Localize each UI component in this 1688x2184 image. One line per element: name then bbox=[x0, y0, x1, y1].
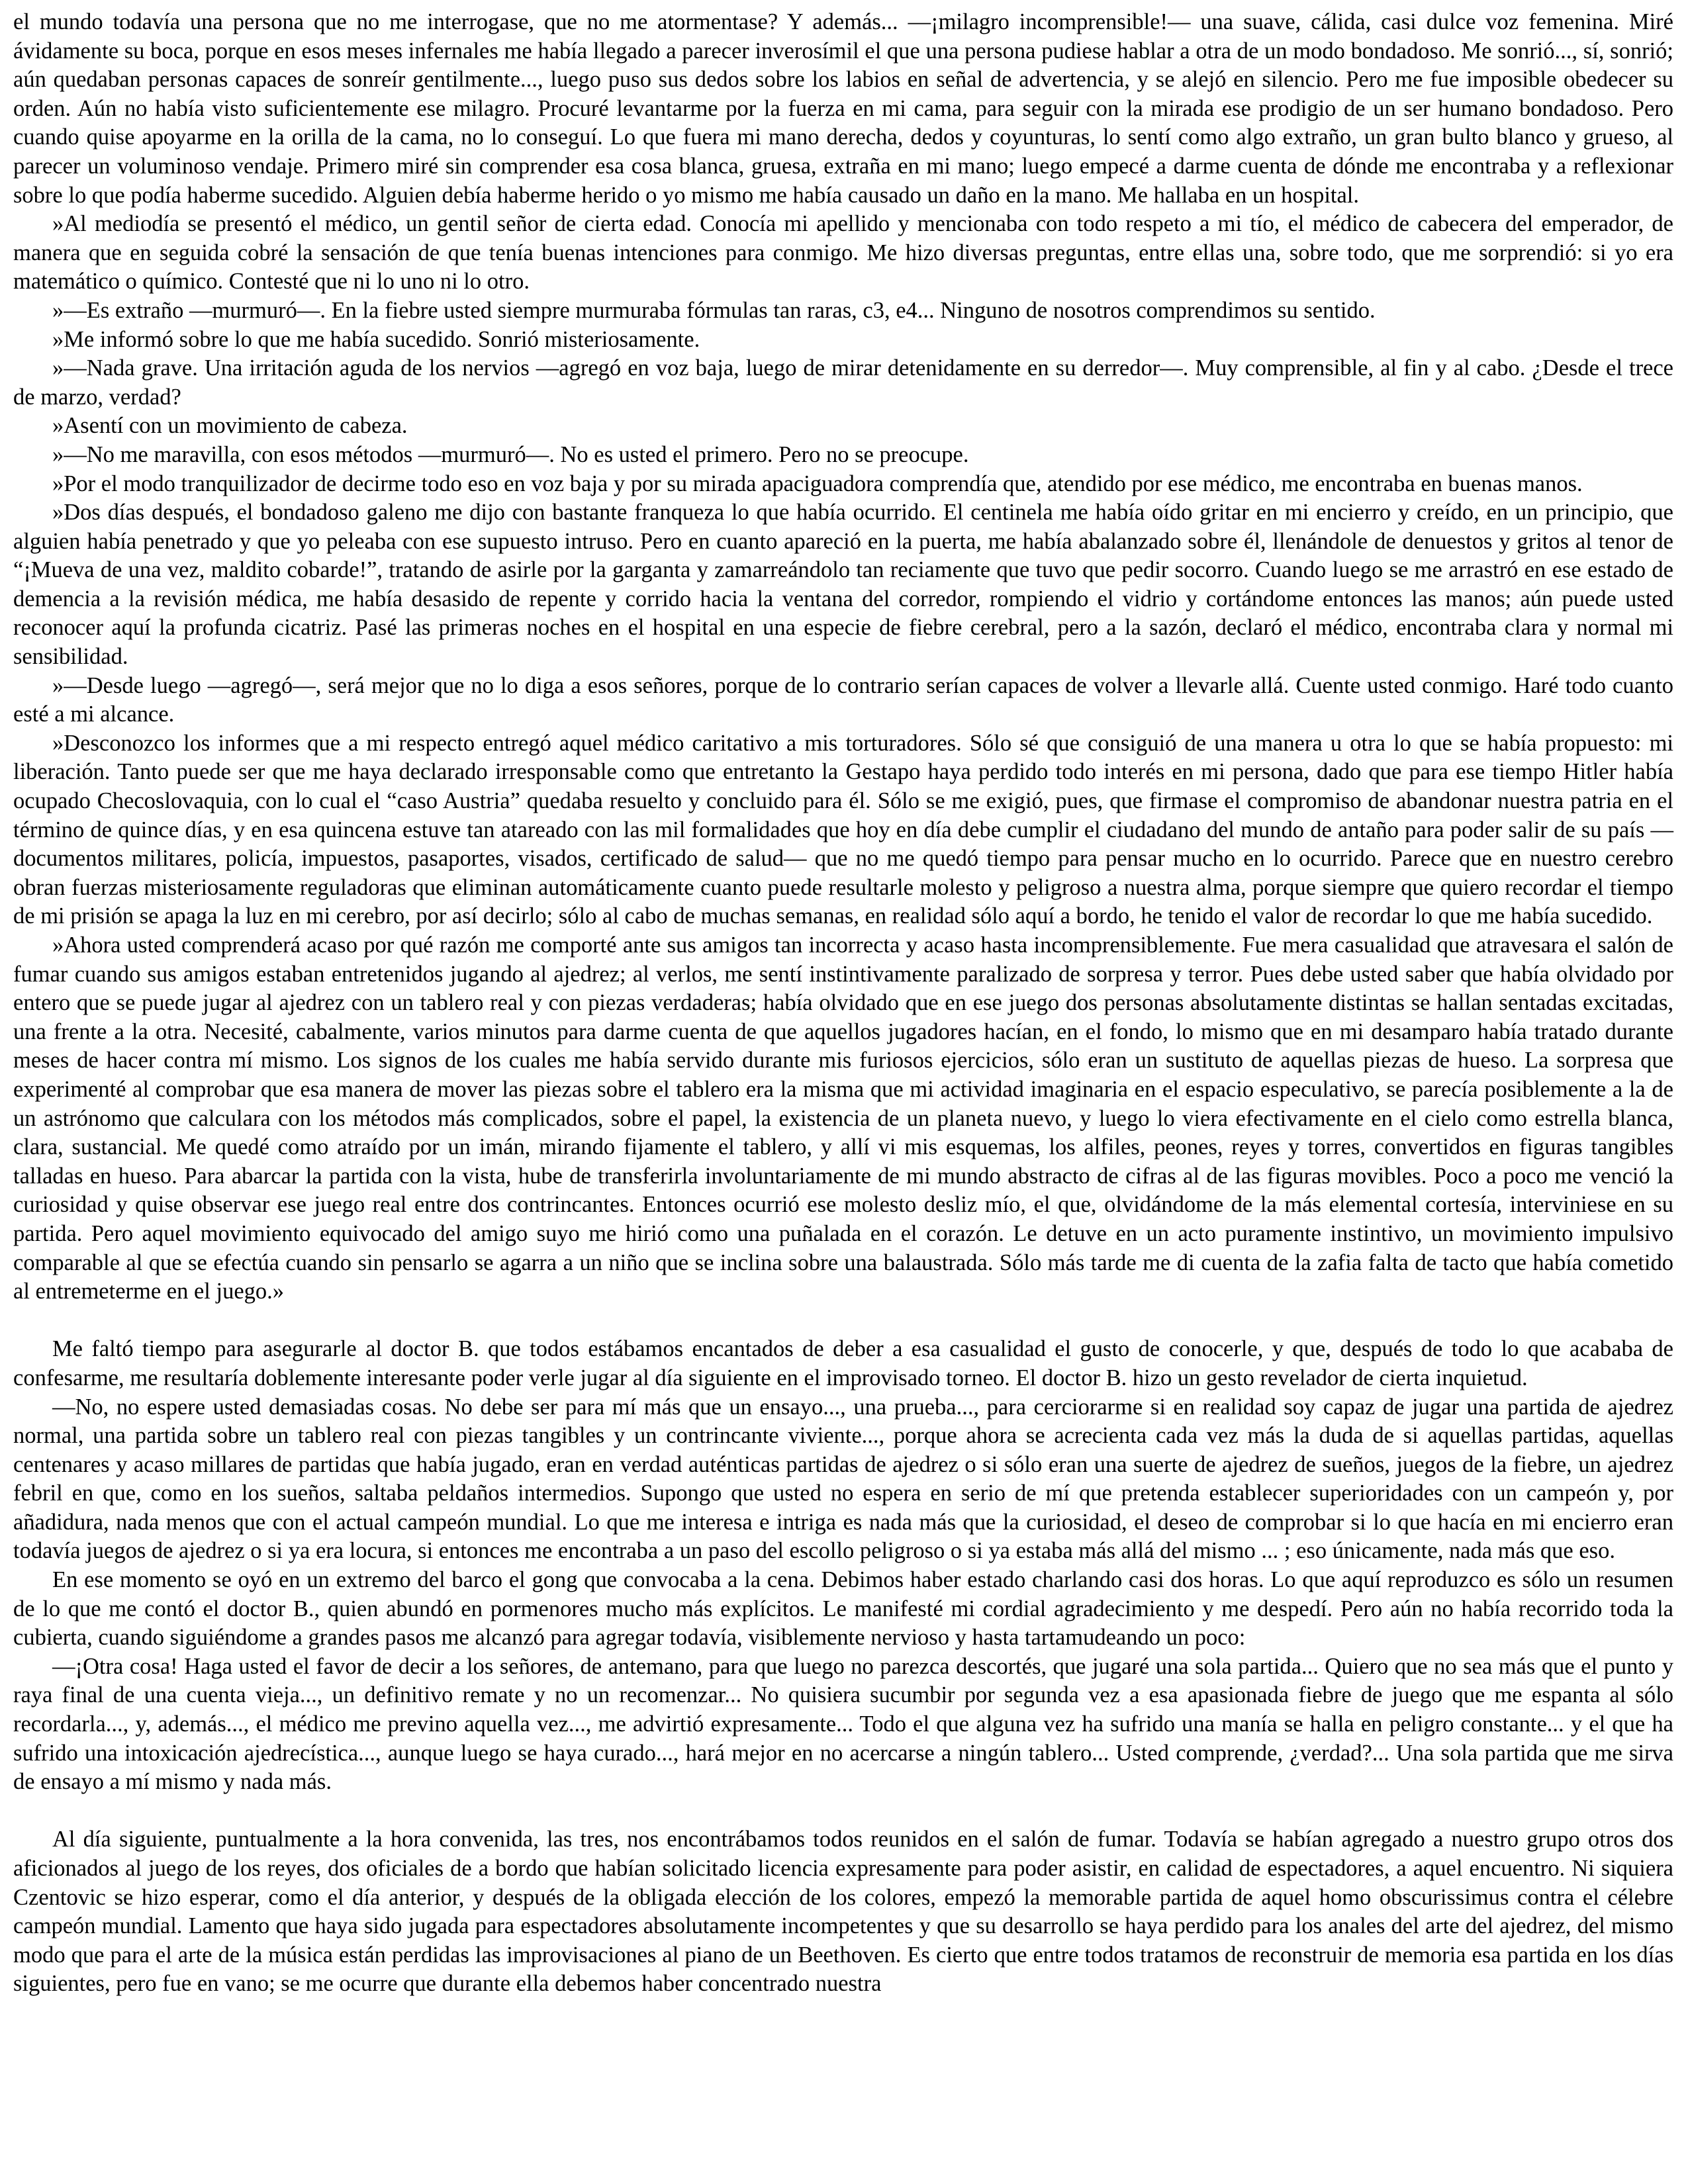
paragraph-smoking-room: »Ahora usted comprenderá acaso por qué razón me comporté ante sus amigos tan incorrecta y acaso hasta incomprensiblemente. Fue mera casualidad que atravesara el salón de fumar cuando sus amigos estaban entretenidos jugando al ajedrez; al verlos, me sentí instintivamente paralizado de sorpresa y terror. Pues debe usted saber que había olvidado por entero que se puede jugar al ajedrez con un tablero real y con piezas verdaderas; había olvidado que en ese juego dos personas absolutamente distintas se hallan sentadas excitadas, una frente a la otra. Necesité, cabalmente, varios minutos para darme cuenta de que aquellos jugadores hacían, en el fondo, lo mismo que en mi desamparo había tratado durante meses de hacer contra mí mismo. Los signos de los cuales me había servido durante mis furiosos ejercicios, sólo eran un sustituto de aquellas piezas de hueso. La sorpresa que experimenté al comprobar que esa manera de mover las piezas sobre el tablero era la misma que mi actividad imaginaria en el espacio especulativo, se parecía posiblemente a la de un astrónomo que calculara con los métodos más complicados, sobre el papel, la existencia de un planeta nuevo, y luego lo viera efectivamente en el cielo como estrella blanca, clara, sustancial. Me quedé como atraído por un imán, mirando fijamente el tablero, y allí vi mis esquemas, los alfiles, peones, reyes y torres, convertidos en figuras tangibles talladas en hueso. Para abarcar la partida con la vista, hube de transferirla involuntariamente de mi mundo abstracto de cifras al de las figuras movibles. Poco a poco me venció la curiosidad y quise observar ese juego real entre dos contrincantes. Entonces ocurrió ese molesto desliz mío, el que, olvidándome de la más elemental cortesía, interviniese en su partida. Pero aquel movimiento equivocado del amigo suyo me hirió como una puñalada en el corazón. Le detuve en un acto puramente instintivo, un movimiento impulsivo comparable al que se efectúa cuando sin pensarlo se agarra a un niño que se inclina sobre una balaustrada. Sólo más tarde me di cuenta de la zafia falta de tacto que había cometido al entremeterme en el juego.» bbox=[13, 933, 1673, 1304]
paragraph-what-happened: »Dos días después, el bondadoso galeno me dijo con bastante franqueza lo que había ocurrido. El centinela me había oído gritar en mi encierro y creído, en un principio, que alguien había penetrado y que yo peleaba con ese supuesto intruso. Pero en cuanto apareció en la puerta, me había abalanzado sobre él, llenándole de denuestos y gritos al tenor de “¡Mueva de una vez, maldito cobarde!”, tratando de asirle por la garganta y zamarreándolo tan reciamente que tuvo que pedir socorro. Cuando luego se me arrastró en ese estado de demencia a la revisión médica, me había desasido de repente y corrido hacia la ventana del corredor, rompiendo el vidrio y cortándome entonces las manos; aún puede usted reconocer aquí la profunda cicatriz. Pasé las primeras noches en el hospital en una especie de fiebre cerebral, pero a la sazón, declaró el médico, encontraba clara y normal mi sensibilidad. bbox=[13, 500, 1673, 670]
paragraph-hospital-awakening: el mundo todavía una persona que no me interrogase, que no me atormentase? Y además... —¡milagro incomprensible!— una suave, cálida, casi dulce voz femenina. Miré ávidamente su boca, porque en esos meses infernales me había llegado a parecer inverosímil el que una persona pudiese hablar a otra de un modo bondadoso. Me sonrió..., sí, sonrió; aún quedaban personas capaces de sonreír gentilmente..., luego puso sus dedos sobre los labios en señal de advertencia, y se alejó en silencio. Pero me fue imposible obedecer su orden. Aún no había visto suficientemente ese milagro. Procuré levantarme por la fuerza en mi cama, para seguir con la mirada ese prodigio de un ser humano bondadoso. Pero cuando quise apoyarme en la orilla de la cama, no lo conseguí. Lo que fuera mi mano derecha, dedos y coyunturas, lo sentí como algo extraño, un gran bulto blanco y grueso, al parecer un voluminoso vendaje. Primero miré sin comprender esa cosa blanca, gruesa, extraña en mi mano; luego empecé a darme cuenta de dónde me encontraba y a reflexionar sobre lo que podía haberme sucedido. Alguien debía haberme herido o yo mismo me había causado un daño en la mano. Me hallaba en un hospital. bbox=[13, 9, 1673, 208]
paragraph-one-game-only: —¡Otra cosa! Haga usted el favor de decir a los señores, de antemano, para que luego no parezca descortés, que jugaré una sola partida... Quiero que no sea más que el punto y raya final de una cuenta vieja..., un definitivo remate y no un recomenzar... No quisiera sucumbir por segunda vez a esa apasionada fiebre de juego que me espanta al sólo recordarla..., y, además..., el médico me previno aquella vez..., me advirtió expresamente... Todo el que alguna vez ha sufrido una manía se halla en peligro constante... y el que ha sufrido una intoxicación ajedrecística..., aunque luego se haya curado..., hará mejor en no acercarse a ningún tablero... Usted comprende, ¿verdad?... Una sola partida que me sirva de ensayo a mí mismo y nada más. bbox=[13, 1653, 1673, 1795]
paragraph-good-hands: »Por el modo tranquilizador de decirme todo eso en voz baja y por su mirada apaciguadora comprendía que, atendido por ese médico, me encontraba en buenas manos. bbox=[52, 471, 1583, 496]
paragraph-doctor-visit: »Al mediodía se presentó el médico, un gentil señor de cierta edad. Conocía mi apellido y mencionaba con todo respeto a mi tío, el médico de cabecera del emperador, de manera que en seguida cobré la sensación de que tenía buenas intenciones para conmigo. Me hizo diversas preguntas, entre ellas una, sobre todo, que me sorprendió: si yo era matemático o químico. Contesté que ni lo uno ni lo otro. bbox=[13, 211, 1673, 295]
paragraph-narrator-reply: Me faltó tiempo para asegurarle al doctor B. que todos estábamos encantados de deber a esa casualidad el gusto de conocerle, y que, después de todo lo que acababa de confesarme, me resultaría doblemente interesante poder verle jugar al día siguiente en el improvisado torneo. El doctor B. hizo un gesto revelador de cierta inquietud. bbox=[13, 1336, 1673, 1390]
paragraph-liberation: »Desconozco los informes que a mi respecto entregó aquel médico caritativo a mis torturadores. Sólo sé que consiguió de una manera u otra lo que se había propuesto: mi liberación. Tanto puede ser que me haya declarado irresponsable como que entretanto la Gestapo haya perdido todo interés en mi persona, dado que para ese tiempo Hitler había ocupado Checoslovaquia, con lo cual el “caso Austria” quedaba resuelto y concluido para él. Sólo se me exigió, pues, que firmase el compromiso de abandonar nuestra patria en el término de quince días, y en esa quincena estuve tan atareado con las mil formalidades que hoy en día debe cumplir el ciudadano del mundo de antaño para poder salir de su país —documentos militares, policía, impuestos, pasaportes, visados, certificado de salud— que no me quedó tiempo para pensar mucho en lo ocurrido. Parece que en nuestro cerebro obran fuerzas misteriosamente reguladoras que eliminan automáticamente cuanto puede resultarle molesto y peligroso a nuestra alma, porque siempre que quiero recordar el tiempo de mi prisión se apaga la luz en mi cerebro, por así decirlo; sólo al cabo de muchas semanas, en realidad sólo aquí a bordo, he tenido el valor de recordar lo que me había sucedido. bbox=[13, 730, 1673, 929]
paragraph-not-the-first: »—No me maravilla, con esos métodos —murmuró—. No es usted el primero. Pero no se preocupe. bbox=[52, 441, 969, 467]
paragraph-doctor-promise: »—Desde luego —agregó—, será mejor que no lo diga a esos señores, porque de lo contrario serían capaces de volver a llevarle allá. Cuente usted conmigo. Haré todo cuanto esté a mi alcance. bbox=[13, 672, 1673, 727]
paragraph-next-day-match: Al día siguiente, puntualmente a la hora convenida, las tres, nos encontrábamos todos reunidos en el salón de fumar. Todavía se habían agregado a nuestro grupo otros dos aficionados al juego de los reyes, dos oficiales de a bordo que habían solicitado licencia expresamente para poder asistir, en calidad de espectadores, a aquel encuentro. Ni siquiera Czentovic se hizo esperar, como el día anterior, y después de la obligada elección de los colores, empezó la memorable partida de aquel homo obscurissimus contra el célebre campeón mundial. Lamento que haya sido jugada para espectadores absolutamente incompetentes y que su desarrollo se haya perdido para los anales del arte del ajedrez, del mismo modo que para el arte de la música están perdidas las improvisaciones al piano de un Beethoven. Es cierto que entre todos tratamos de reconstruir de memoria esa partida en los días siguientes, pero fue en vano; se me ocurre que durante ella debemos haber concentrado nuestra bbox=[13, 1827, 1673, 1997]
paragraph-dr-b-doubts: —No, no espere usted demasiadas cosas. No debe ser para mí más que un ensayo..., una prueba..., para cerciorarme si en realidad soy capaz de jugar una partida de ajedrez normal, una partida sobre un tablero real con piezas tangibles y un contrincante viviente..., porque ahora se acrecienta cada vez más la duda de si aquellas partidas, aquellas centenares y acaso millares de partidas que había jugado, eran en verdad auténticas partidas de ajedrez o si sólo eran una suerte de ajedrez de sueños, juegos de la fiebre, un ajedrez febril en que, como en los sueños, saltaba peldaños intermedios. Supongo que usted no espera en serio de mí que pretenda establecer superioridades con un campeón y, por añadidura, nada menos que con el actual campeón mundial. Lo que me interesa e intriga es nada más que la curiosidad, el deseo de comprobar si lo que hacía en mi encierro eran todavía juegos de ajedrez o si ya era locura, si entonces me encontraba a un paso del escollo peligroso o si ya estaba más allá del mismo ... ; eso únicamente, nada más que eso. bbox=[13, 1394, 1673, 1564]
paragraph-doctor-informs: »Me informó sobre lo que me había sucedido. Sonrió misteriosamente. bbox=[52, 326, 700, 352]
paragraph-strange-formulas: »—Es extraño —murmuró—. En la fiebre usted siempre murmuraba fórmulas tan raras, c3, e4... Ninguno de nosotros comprendimos su sentido. bbox=[52, 297, 1376, 323]
paragraph-nothing-serious: »—Nada grave. Una irritación aguda de los nervios —agregó en voz baja, luego de mirar detenidamente en su derredor—. Muy comprensible, al fin y al cabo. ¿Desde el trece de marzo, verdad? bbox=[13, 355, 1673, 410]
paragraph-nod: »Asentí con un movimiento de cabeza. bbox=[52, 413, 408, 439]
paragraph-dinner-gong: En ese momento se oyó en un extremo del barco el gong que convocaba a la cena. Debimos haber estado charlando casi dos horas. Lo que aquí reproduzco es sólo un resumen de lo que me contó el doctor B., quien abundó en pormenores mucho más explícitos. Le manifesté mi cordial agradecimiento y me despedí. Pero aún no había recorrido toda la cubierta, cuando siguiéndome a grandes pasos me alcanzó para agregar todavía, visiblemente nervioso y hasta tartamudeando un poco: bbox=[13, 1567, 1673, 1651]
